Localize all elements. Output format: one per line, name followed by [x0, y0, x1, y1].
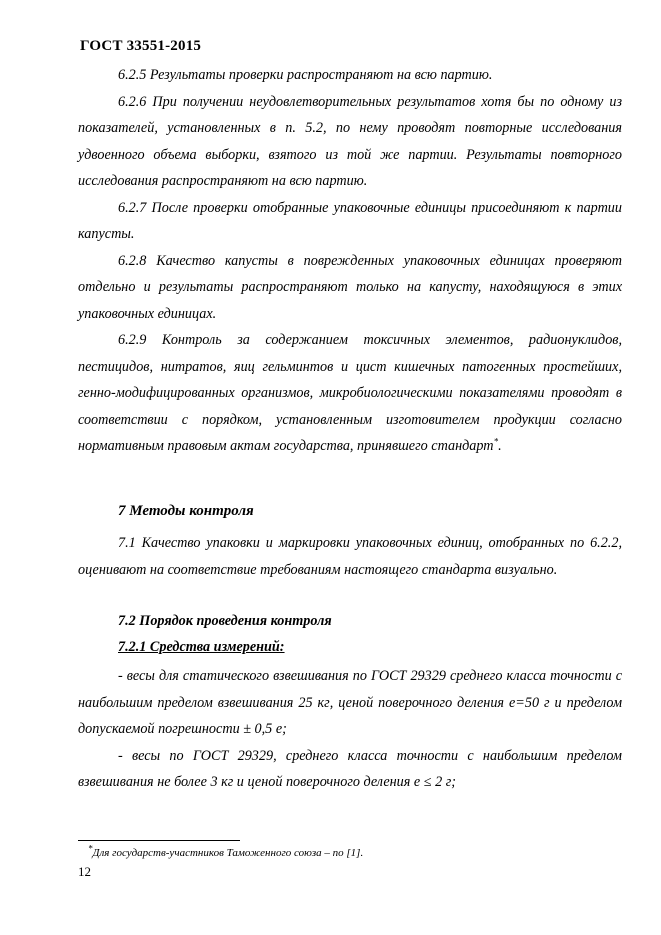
paragraph-6-2-9-end: . [498, 438, 502, 454]
list-item-scales-25kg: - весы для статического взвешивания по ГОСТ 29329 среднего класса точности с наибольшим пределом взвешивания 25 кг, ценой поверочного деления e=50 г и пределом допускаемой погрешности ± 0,5 е; [78, 668, 622, 737]
paragraph-6-2-9 [78, 327, 622, 460]
list-item-scales-3kg: - весы по ГОСТ 29329, среднего класса точности с наибольшим пределом взвешивания не более 3 кг и ценой поверочного деления е ≤ 2 г; [78, 747, 622, 790]
footnote-mark: * [88, 843, 93, 854]
footnote-reference-mark: * [493, 436, 499, 447]
instruments-list [78, 663, 622, 796]
body-block-section-6 [78, 62, 622, 460]
paragraph-6-2-6: 6.2.6 При получении неудовлетворительных результатов хотя бы по одному из показателей, установленных в п. 5.2, по нему проводят повторные исследования удвоенного объема выборки, взятого из той же партии. Результаты повторного исследования распространяют на всю партию. [78, 93, 622, 189]
paragraph-6-2-5: 6.2.5 Результаты проверки распространяют на всю партию. [118, 67, 493, 83]
footnote-text: Для государств-участников Таможенного союза – по [1]. [92, 847, 364, 859]
footnote [88, 843, 364, 859]
footnote-divider [78, 840, 240, 841]
document-header: ГОСТ 33551-2015 [80, 38, 202, 54]
paragraph-7-1-block [78, 530, 622, 583]
section-7-2-1-heading: 7.2.1 Средства измерений: [118, 639, 285, 655]
section-7-heading: 7 Методы контроля [118, 503, 254, 519]
paragraph-6-2-8: 6.2.8 Качество капусты в поврежденных упаковочных единицах проверяют отдельно и результаты распространяют только на капусту, находящуюся в этих упаковочных единицах. [78, 252, 622, 322]
paragraph-6-2-7: 6.2.7 После проверки отобранные упаковочные единицы присоединяют к партии капусты. [78, 199, 622, 242]
paragraph-7-1: 7.1 Качество упаковки и маркировки упаковочных единиц, отобранных по 6.2.2, оценивают на соответствие требованиям настоящего стандарта визуально. [78, 535, 622, 578]
page-number: 12 [78, 864, 91, 879]
section-7-2-heading: 7.2 Порядок проведения контроля [118, 613, 332, 629]
paragraph-6-2-9-text: 6.2.9 Контроль за содержанием токсичных элементов, радионуклидов, пестицидов, нитратов, яиц гельминтов и цист кишечных патогенных простейших, генно-модифицированных организмов, микробиологическими показателями проводят в соответствии с порядком, установленным изготовителем продукции согласно нормативным правовым актам государства, принявшего стандарт [78, 332, 622, 454]
